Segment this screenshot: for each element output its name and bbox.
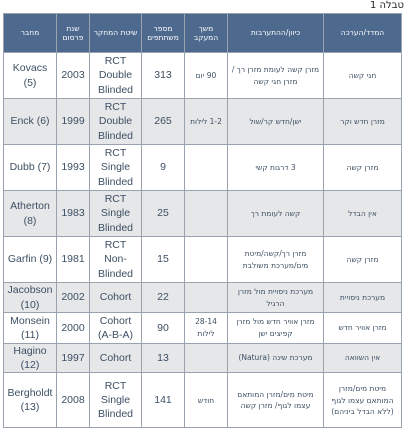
cell-participants: 265 (142, 99, 185, 145)
cell-participants: 15 (142, 237, 185, 283)
cell-measure: מזרן קשה (324, 145, 402, 191)
cell-year: 1983 (57, 191, 90, 237)
cell-measure: חגי קשה (324, 53, 402, 99)
cell-method: RCT Single Blinded (90, 373, 142, 428)
cell-participants: 141 (142, 373, 185, 428)
table-row (4, 344, 402, 373)
cell-measure: מזרן חדש וקר (324, 99, 402, 145)
header-intervention: כיוון/ההתערבות (228, 14, 324, 53)
cell-method: RCT Single Blinded (90, 191, 142, 237)
cell-author: Garfin (9) (4, 237, 57, 283)
table-row (4, 373, 402, 428)
cell-followup: 1-2 לילות (185, 99, 228, 145)
cell-intervention: מזרן אוויר חדש מול מזרן קפיצים ישן (228, 313, 324, 344)
table-caption: טבלה 1 (369, 0, 404, 11)
cell-year: 2008 (57, 373, 90, 428)
cell-author: Kovacs (5) (4, 53, 57, 99)
table-row (4, 145, 402, 191)
cell-year: 2002 (57, 283, 90, 313)
cell-year: 1999 (57, 99, 90, 145)
table-row (4, 53, 402, 99)
cell-year: 1993 (57, 145, 90, 191)
cell-measure: מזרן אוויר חדש (324, 313, 402, 344)
cell-participants: 313 (142, 53, 185, 99)
cell-year: 1981 (57, 237, 90, 283)
cell-year: 1997 (57, 344, 90, 373)
cell-measure: אין הבדל (324, 191, 402, 237)
table-row (4, 313, 402, 344)
table-row (4, 283, 402, 313)
cell-intervention: מזרן רך/קשה/מיטת מים/מערכת משולבת (228, 237, 324, 283)
cell-intervention: קשה לעומת רך (228, 191, 324, 237)
cell-year: 2003 (57, 53, 90, 99)
header-author: מחבר (4, 14, 57, 53)
header-measure: המדד/הערכה (324, 14, 402, 53)
header-participants: מספר משתתפים (142, 14, 185, 53)
cell-method: Cohort (90, 344, 142, 373)
header-method: שיטת המחקר (90, 14, 142, 53)
cell-author: Bergholdt (13) (4, 373, 57, 428)
cell-participants: 13 (142, 344, 185, 373)
table-row (4, 191, 402, 237)
cell-method: RCT Double Blinded (90, 53, 142, 99)
cell-method: Cohort (90, 283, 142, 313)
cell-year: 2000 (57, 313, 90, 344)
cell-author: Jacobson (10) (4, 283, 57, 313)
cell-author: Atherton (8) (4, 191, 57, 237)
cell-intervention: מיטת מים/מזרן המותאם עצמו לגוף/ מזרן קשה (228, 373, 324, 428)
cell-participants: 25 (142, 191, 185, 237)
cell-intervention: מערכת ניסויית מול מזרן הרגיל (228, 283, 324, 313)
header-followup: משך המעקב (185, 14, 228, 53)
cell-author: Monsein (11) (4, 313, 57, 344)
cell-measure: אין השוואה (324, 344, 402, 373)
cell-intervention: 3 דרגות קשי (228, 145, 324, 191)
cell-intervention: ישן/חדש קר/שול (228, 99, 324, 145)
cell-participants: 90 (142, 313, 185, 344)
cell-followup (185, 283, 228, 313)
cell-method: RCT Single Blinded (90, 145, 142, 191)
table-row (4, 237, 402, 283)
cell-author: Enck (6) (4, 99, 57, 145)
cell-followup (185, 145, 228, 191)
cell-followup: 28-14 לילות (185, 313, 228, 344)
cell-intervention: מערכת שינה (Natura) (228, 344, 324, 373)
cell-method: RCT Double Blinded (90, 99, 142, 145)
cell-measure: מערכת ניסויית (324, 283, 402, 313)
cell-measure: מזרן קשה (324, 237, 402, 283)
header-row (4, 14, 402, 53)
cell-participants: 9 (142, 145, 185, 191)
cell-author: Hagino (12) (4, 344, 57, 373)
header-year: שנת פרסום (57, 14, 90, 53)
cell-intervention: מזרן קשה לעומת מזרן רך / מזרן חגי קשה (228, 53, 324, 99)
cell-measure: מיטת מים/מזרן המותאם עצמו לגוף (ללא הבדל ביניהם) (324, 373, 402, 428)
studies-table (3, 13, 402, 428)
cell-method: RCT Non-Blinded (90, 237, 142, 283)
table-row (4, 99, 402, 145)
cell-method: Cohort (A-B-A) (90, 313, 142, 344)
cell-followup: חודש (185, 373, 228, 428)
cell-author: Dubb (7) (4, 145, 57, 191)
cell-followup: 90 יום (185, 53, 228, 99)
cell-followup (185, 237, 228, 283)
cell-followup (185, 191, 228, 237)
cell-followup (185, 344, 228, 373)
cell-participants: 22 (142, 283, 185, 313)
